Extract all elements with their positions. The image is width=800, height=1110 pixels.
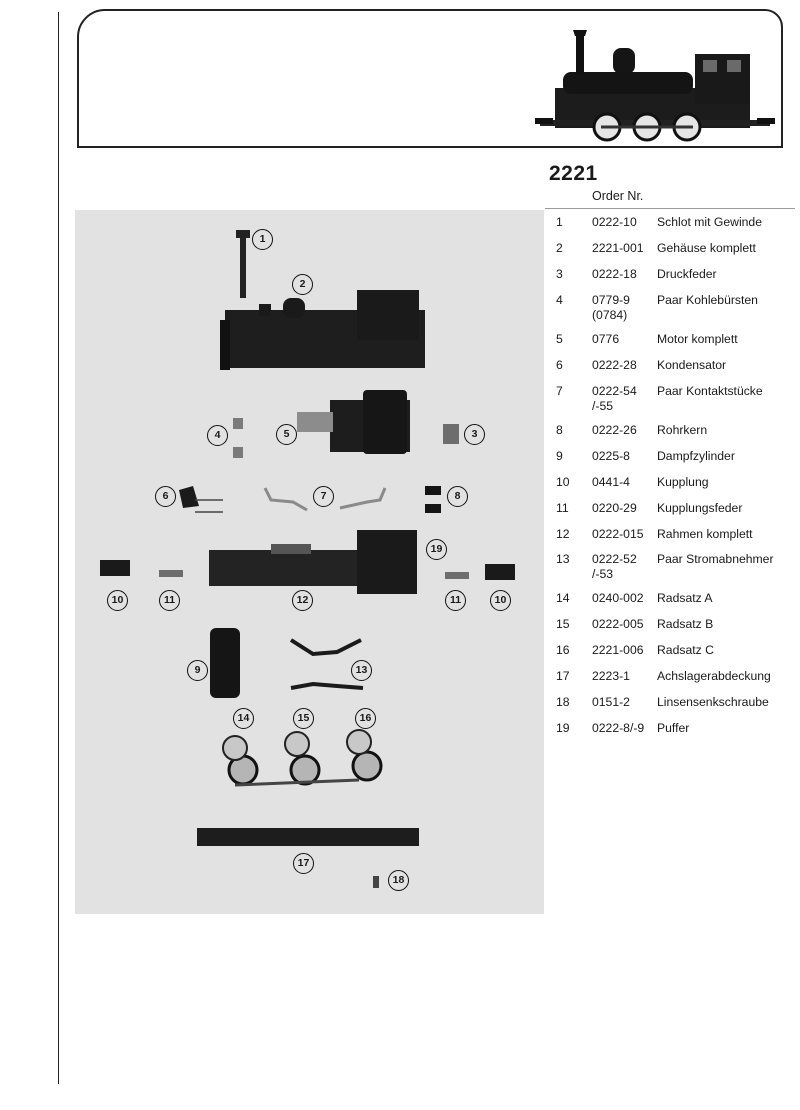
order-code: 2221-001 [592,241,644,255]
tube-core-part [425,504,441,513]
part-name: Rahmen komplett [657,527,753,541]
parts-drawing [75,210,544,914]
part-name: Radsatz A [657,591,713,605]
part-name: Paar Stromabnehmer [657,552,774,566]
order-number-label: Order Nr. [592,189,644,203]
part-name: Puffer [657,721,690,735]
table-rule [545,208,795,209]
order-code: 0441-4 [592,475,630,489]
order-code: 0222-54 /-55 [592,384,637,413]
part-number: 5 [556,332,563,346]
part-name: Radsatz C [657,643,714,657]
frame-part [209,530,417,594]
pickup-part [291,684,363,688]
part-number: 16 [556,643,570,657]
part-number: 19 [556,721,570,735]
order-code: 0222-52 /-53 [592,552,637,581]
part-name: Paar Kohlebürsten [657,293,758,307]
wheelset-part [223,730,381,785]
order-code: 0779-9 (0784) [592,293,630,322]
callout-6: 6 [155,486,176,507]
order-code: 0240-002 [592,591,644,605]
order-code: 0220-29 [592,501,637,515]
contact-piece-part [340,488,385,508]
part-number: 6 [556,358,563,372]
exploded-view-photo [75,210,544,914]
part-name: Dampfzylinder [657,449,735,463]
order-code: 0222-18 [592,267,637,281]
coupling-part [485,564,515,580]
callout-8: 8 [447,486,468,507]
order-code: 0222-26 [592,423,637,437]
brush-part [233,447,243,458]
callout-18: 18 [388,870,409,891]
callout-9: 9 [187,660,208,681]
part-number: 1 [556,215,563,229]
part-number: 13 [556,552,570,566]
spring-part [443,424,459,444]
order-code: 0222-10 [592,215,637,229]
part-name: Kupplung [657,475,709,489]
callout-11-right: 11 [445,590,466,611]
part-number: 4 [556,293,563,307]
part-name: Achslagerabdeckung [657,669,771,683]
part-name: Druckfeder [657,267,717,281]
part-name: Schlot mit Gewinde [657,215,762,229]
order-code: 0776 [592,332,620,346]
steam-cylinder-part [210,628,240,698]
callout-5: 5 [276,424,297,445]
order-code: 0151-2 [592,695,630,709]
callout-7: 7 [313,486,334,507]
page-margin-line [58,12,59,1084]
coupling-part [100,560,130,576]
motor-part [297,390,410,454]
callout-19: 19 [426,539,447,560]
part-name: Motor komplett [657,332,738,346]
part-number: 17 [556,669,570,683]
callout-10-left: 10 [107,590,128,611]
callout-17: 17 [293,853,314,874]
part-number: 2 [556,241,563,255]
part-number: 8 [556,423,563,437]
axle-cover-part [197,828,419,846]
order-code: 0222-28 [592,358,637,372]
part-name: Paar Kontaktstücke [657,384,763,398]
part-name: Linsensenkschraube [657,695,769,709]
model-number: 2221 [549,162,598,185]
part-name: Radsatz B [657,617,714,631]
part-name: Kupplungsfeder [657,501,743,515]
part-number: 7 [556,384,563,398]
callout-2: 2 [292,274,313,295]
callout-14: 14 [233,708,254,729]
callout-16: 16 [355,708,376,729]
housing-part [220,290,425,370]
coupling-spring-part [445,572,469,579]
callout-1: 1 [252,229,273,250]
part-number: 15 [556,617,570,631]
part-number: 3 [556,267,563,281]
screw-part [373,876,379,888]
callout-3: 3 [464,424,485,445]
callout-12: 12 [292,590,313,611]
part-number: 9 [556,449,563,463]
part-number: 10 [556,475,570,489]
order-code: 0222-015 [592,527,644,541]
callout-11-left: 11 [159,590,180,611]
part-number: 14 [556,591,570,605]
capacitor-part [179,486,223,512]
part-name: Rohrkern [657,423,708,437]
callout-4: 4 [207,425,228,446]
callout-13: 13 [351,660,372,681]
order-code: 0222-005 [592,617,644,631]
brush-part [233,418,243,429]
part-name: Gehäuse komplett [657,241,756,255]
order-code: 2223-1 [592,669,630,683]
order-code: 0222-8/-9 [592,721,645,735]
callout-10-right: 10 [490,590,511,611]
part-name: Kondensator [657,358,727,372]
callout-15: 15 [293,708,314,729]
chimney-part [236,230,250,298]
part-number: 18 [556,695,570,709]
part-number: 11 [556,501,569,515]
contact-piece-part [265,488,307,510]
order-code: 2221-006 [592,643,644,657]
coupling-spring-part [159,570,183,577]
order-code: 0225-8 [592,449,630,463]
tube-core-part [425,486,441,495]
locomotive-photo [535,28,775,146]
pickup-part [291,640,361,654]
part-number: 12 [556,527,570,541]
